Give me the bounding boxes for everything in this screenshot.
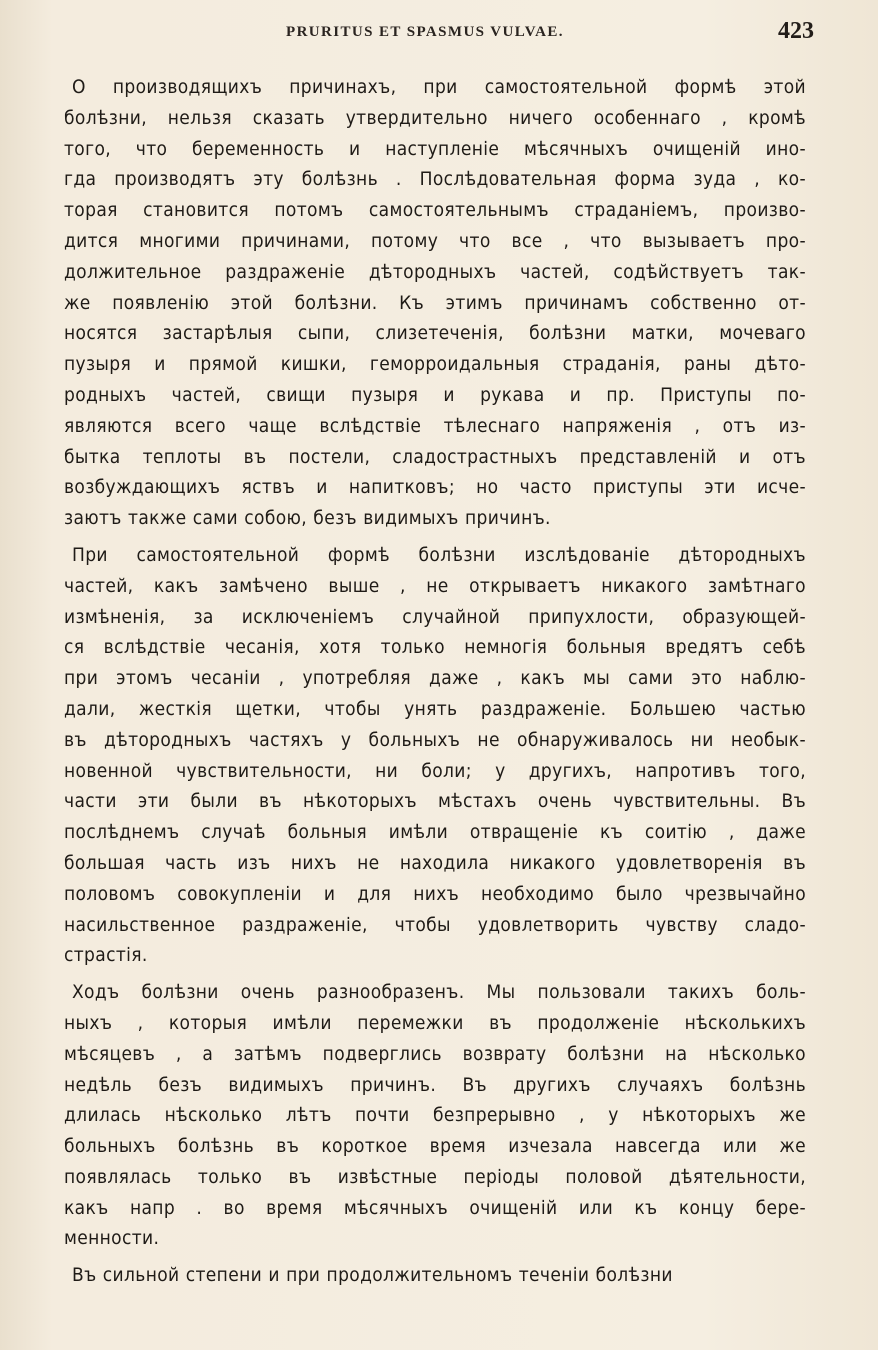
text-line: больныхъ болѣзнь въ короткое время изчезала навсегда или же	[64, 1135, 806, 1158]
text-line: большая часть изъ нихъ не находила никакого удовлетворенія въ	[64, 851, 806, 874]
text-line: же появленію этой болѣзни. Къ этимъ причинамъ собственно от-	[64, 291, 806, 314]
paragraph	[64, 72, 806, 534]
text-line: бытка теплоты въ постели, сладострастныхъ представленій и отъ	[64, 445, 806, 468]
text-line: измѣненія, за исключеніемъ случайной припухлости, образующей-	[64, 605, 806, 628]
text-line: послѣднемъ случаѣ больныя имѣли отвращеніе къ соитію , даже	[64, 821, 806, 844]
text-line: должительное раздраженіе дѣтородныхъ частей, содѣйствуетъ так-	[64, 260, 806, 283]
text-line: какъ напр . во время мѣсячныхъ очищеній или къ концу бере-	[64, 1196, 806, 1219]
text-line: гда производятъ эту болѣзнь . Послѣдовательная форма зуда , ко-	[64, 168, 806, 191]
text-line: родныхъ частей, свищи пузыря и рукава и пр. Приступы по-	[64, 383, 806, 406]
text-line: частей, какъ замѣчено выше , не открываетъ никакого замѣтнаго	[64, 574, 806, 597]
text-line: появлялась только въ извѣстные періоды половой дѣятельности,	[64, 1165, 806, 1188]
paragraph	[64, 977, 806, 1254]
body-text	[64, 72, 806, 1291]
paragraph	[64, 540, 806, 971]
page-number: 423	[778, 18, 814, 44]
text-line: при этомъ чесаніи , употребляя даже , какъ мы сами это наблю-	[64, 667, 806, 690]
text-line: носятся застарѣлыя сыпи, слизетеченія, болѣзни матки, мочеваго	[64, 322, 806, 345]
text-line: заютъ также сами собою, безъ видимыхъ причинъ.	[64, 507, 551, 530]
text-line: дали, жесткія щетки, чтобы унять раздраженіе. Большею частью	[64, 697, 806, 720]
text-line: новенной чувствительности, ни боли; у другихъ, напротивъ того,	[64, 759, 806, 782]
text-line: недѣль безъ видимыхъ причинъ. Въ другихъ случаяхъ болѣзнь	[64, 1073, 806, 1096]
text-line: насильственное раздраженіе, чтобы удовлетворить чувству сладо-	[64, 913, 806, 936]
text-line: Ходъ болѣзни очень разнообразенъ. Мы пользовали такихъ боль-	[72, 981, 806, 1004]
text-line: болѣзни, нельзя сказать утвердительно ничего особеннаго , кромѣ	[64, 106, 806, 129]
text-line: являются всего чаще вслѣдствіе тѣлеснаго напряженія , отъ из-	[64, 414, 806, 437]
text-line: При самостоятельной формѣ болѣзни изслѣдованіе дѣтородныхъ	[72, 543, 806, 566]
text-line: ся вслѣдствіе чесанія, хотя только немногія больныя вредятъ себѣ	[64, 636, 806, 659]
running-title: PRURITUS ET SPASMUS VULVAE.	[286, 24, 564, 40]
page-header	[64, 18, 814, 52]
text-line: длилась нѣсколько лѣтъ почти безпрерывно , у нѣкоторыхъ же	[64, 1104, 806, 1127]
text-line: торая становится потомъ самостоятельнымъ страданіемъ, произво-	[64, 199, 806, 222]
text-line: возбуждающихъ яствъ и напитковъ; но часто приступы эти исче-	[64, 476, 806, 499]
text-line: части эти были въ нѣкоторыхъ мѣстахъ очень чувствительны. Въ	[64, 790, 806, 813]
text-line: О производящихъ причинахъ, при самостоятельной формѣ этой	[72, 76, 806, 98]
paragraph	[64, 1260, 806, 1291]
text-line: того, что беременность и наступленіе мѣсячныхъ очищеній ино-	[64, 137, 806, 160]
text-line: мѣсяцевъ , а затѣмъ подверглись возврату болѣзни на нѣсколько	[64, 1042, 806, 1065]
text-line: дится многими причинами, потому что все , что вызываетъ про-	[64, 229, 806, 252]
text-line: Въ сильной степени и при продолжительномъ теченіи болѣзни	[72, 1264, 673, 1287]
text-line: пузыря и прямой кишки, геморроидальныя страданія, раны дѣто-	[64, 353, 806, 376]
text-line: половомъ совокупленіи и для нихъ необходимо было чрезвычайно	[64, 882, 806, 905]
text-line: менности.	[64, 1227, 160, 1250]
text-line: въ дѣтородныхъ частяхъ у больныхъ не обнаруживалось ни необык-	[64, 728, 806, 751]
text-line: ныхъ , которыя имѣли перемежки въ продолженіе нѣсколькихъ	[64, 1011, 806, 1034]
text-line: страстія.	[64, 944, 148, 967]
